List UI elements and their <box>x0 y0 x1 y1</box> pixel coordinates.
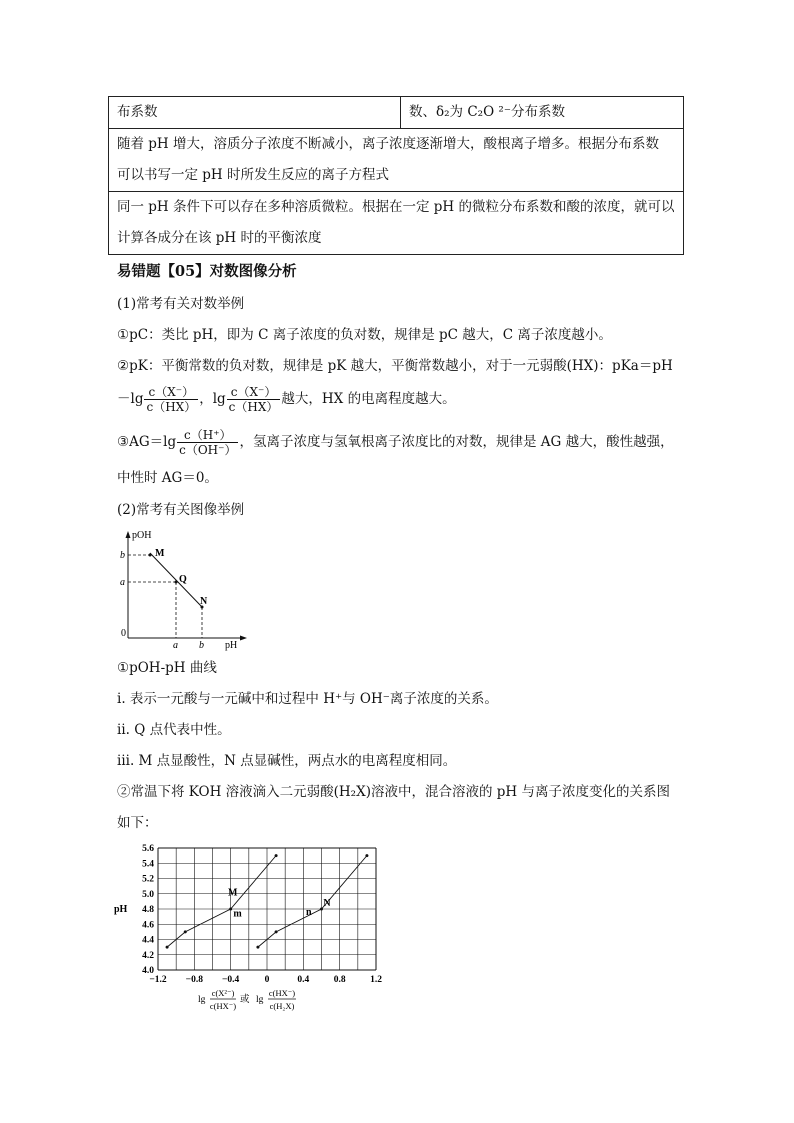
paragraph: ⅱ. Q 点代表中性。 <box>117 722 231 738</box>
text-run: 越大，HX 的电离程度越大。 <box>281 391 456 407</box>
x-tick-label: 0 <box>264 975 270 985</box>
text-run: －lg <box>117 391 144 407</box>
text-run: ③AG＝lg <box>117 434 177 450</box>
x-label-f2-den: c(H₂X) <box>269 1001 295 1011</box>
chart-ticks <box>142 844 382 985</box>
info-table <box>108 96 684 255</box>
point-m <box>149 554 152 557</box>
b-label: b <box>120 550 125 561</box>
x-tick-label: −0.4 <box>222 975 240 985</box>
section-title: 易错题【05】对数图像分析 <box>117 263 297 280</box>
text-run: ，氢离子浓度与氢氧根离子浓度比的对数，规律是 AG 越大，酸性越强， <box>239 434 674 450</box>
fraction-denominator: c（HX） <box>228 400 279 414</box>
x-label-lg: lg <box>256 995 264 1005</box>
y-tick-label: 4.6 <box>142 920 154 931</box>
m-label: M <box>155 548 165 559</box>
n-lower-label: n <box>306 907 312 919</box>
fraction <box>227 385 281 414</box>
table-cell <box>109 192 684 255</box>
x-tick-label: −0.8 <box>185 975 203 985</box>
y-tick-label: 4.8 <box>142 905 154 915</box>
cell-line: 计算各成分在该 pH 时的平衡浓度 <box>117 230 322 246</box>
y-tick-label: 5.4 <box>142 859 154 870</box>
x-label-or: 或 <box>240 995 250 1005</box>
y-axis-label: pOH <box>132 530 152 541</box>
series-line-n <box>258 856 367 948</box>
data-point <box>229 908 232 911</box>
paragraph: (2)常考有关图像举例 <box>117 502 245 518</box>
x-tick-label: 0.8 <box>333 975 346 985</box>
fraction <box>144 385 198 414</box>
fraction-numerator: c（X⁻） <box>227 385 281 400</box>
point-q <box>175 581 178 584</box>
x-tick-label: 0.4 <box>297 975 310 985</box>
fraction <box>177 428 238 457</box>
table-row <box>109 129 684 192</box>
cell-line: 随着 pH 增大，溶质分子浓度不断减小，离子浓度逐渐增大，酸根离子增多。根据分布系数 <box>117 136 659 152</box>
fraction-numerator: c（X⁻） <box>144 385 198 400</box>
series-line-m <box>167 856 276 948</box>
table-cell: 数、δ₂为 C₂O ²⁻分布系数 <box>401 97 684 129</box>
n-upper-label: N <box>323 897 331 909</box>
y-tick-label: 4.2 <box>142 950 154 961</box>
paragraph: ①pC：类比 pH，即为 C 离子浓度的负对数，规律是 pC 越大，C 离子浓度越小。 <box>117 327 612 343</box>
data-point <box>275 854 278 857</box>
fraction-denominator: c（HX） <box>146 400 197 414</box>
a-label: a <box>120 577 125 588</box>
table-cell: 布系数 <box>109 97 401 129</box>
y-tick-label: 4.0 <box>142 966 154 976</box>
table-cell <box>109 129 684 192</box>
n-label: N <box>200 596 208 607</box>
x-label-f1-den: c(HX⁻) <box>209 1001 237 1011</box>
fraction-numerator: c（H⁺） <box>177 428 238 443</box>
data-point <box>166 946 169 949</box>
y-tick-label: 5.6 <box>142 844 154 854</box>
x-tick-label: 1.2 <box>370 975 382 985</box>
cell-line: 可以书写一定 pH 时所发生反应的离子方程式 <box>117 167 389 183</box>
y-tick-label: 4.4 <box>142 935 154 946</box>
paragraph: ①pOH-pH 曲线 <box>117 660 217 676</box>
x-axis-arrow <box>240 636 247 641</box>
a-label: a <box>173 640 178 651</box>
paragraph: ②pK：平衡常数的负对数，规律是 pK 越大，平衡常数越小，对于一元弱酸(HX)：pKa＝pH <box>117 358 673 374</box>
poh-ph-figure <box>110 526 250 651</box>
table-row <box>109 192 684 255</box>
cell-line: 同一 pH 条件下可以存在多种溶质微粒。根据在一定 pH 的微粒分布系数和酸的浓度，就可以 <box>117 199 675 215</box>
data-point <box>365 854 368 857</box>
y-axis-label: pH <box>114 904 128 915</box>
paragraph: 如下： <box>117 815 158 831</box>
ph-chart <box>110 840 395 1025</box>
x-tick-label: −1.2 <box>149 975 167 985</box>
paragraph: ⅲ. M 点显酸性，N 点显碱性，两点水的电离程度相同。 <box>117 753 457 769</box>
paragraph: (1)常考有关对数举例 <box>117 296 245 312</box>
x-axis-label: pH <box>225 640 238 651</box>
x-label-f1-num: c(X²⁻) <box>211 988 235 998</box>
paragraph <box>117 381 456 417</box>
m-upper-label: M <box>227 887 238 899</box>
paragraph: ②常温下将 KOH 溶液滴入二元弱酸(H₂X)溶液中，混合溶液的 pH 与离子浓度变化的关系图 <box>117 784 670 800</box>
y-axis-arrow <box>126 531 131 538</box>
origin-label: 0 <box>121 628 126 639</box>
data-point <box>275 930 278 933</box>
chart-labels <box>228 887 331 919</box>
text-run: ，lg <box>199 391 226 407</box>
data-point <box>184 930 187 933</box>
x-label-lg: lg <box>198 995 206 1005</box>
y-tick-label: 5.2 <box>142 874 154 885</box>
b-label: b <box>199 640 204 651</box>
m-lower-label: m <box>233 908 242 920</box>
q-label: Q <box>179 574 187 585</box>
y-tick-label: 5.0 <box>142 889 154 900</box>
x-label-f2-num: c(HX⁻) <box>268 988 296 998</box>
fraction-denominator: c（OH⁻） <box>179 443 237 457</box>
paragraph: 中性时 AG＝0。 <box>117 470 218 486</box>
data-point <box>256 946 259 949</box>
table-row <box>109 97 684 129</box>
x-axis-label <box>198 988 296 1011</box>
paragraph <box>117 424 674 460</box>
paragraph: ⅰ. 表示一元酸与一元碱中和过程中 H⁺与 OH⁻离子浓度的关系。 <box>117 691 498 707</box>
